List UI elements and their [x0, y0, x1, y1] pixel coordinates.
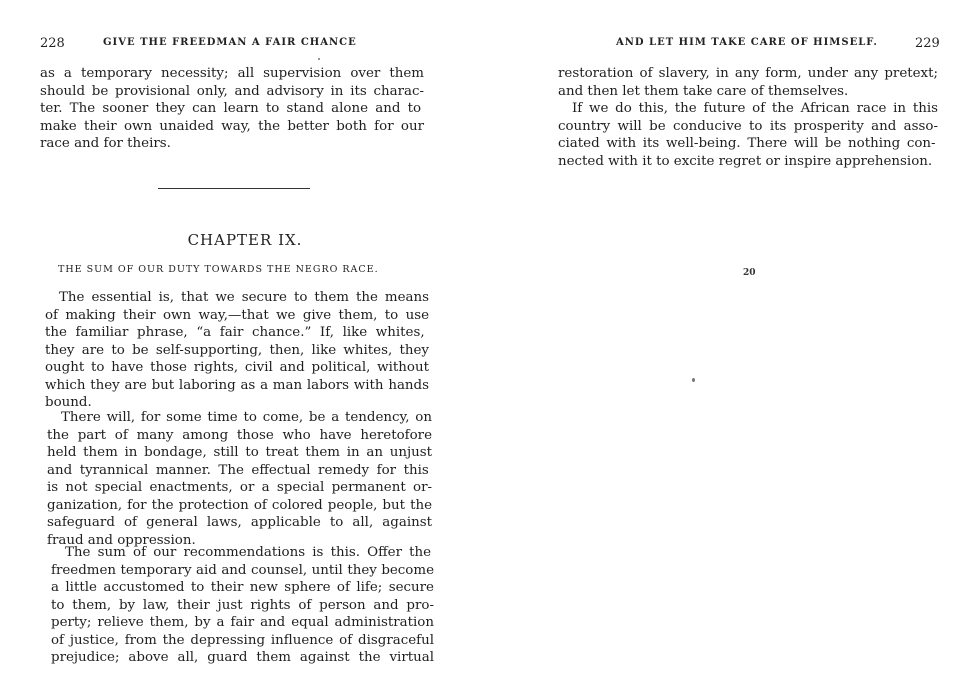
text-line: ought to have those rights, civil and political, without — [45, 360, 429, 375]
text-line: ciated with its well-being. There will be nothing con- — [558, 136, 936, 151]
text-line: held them in bondage, still to treat them in an unjust — [47, 445, 432, 460]
continued-paragraph — [40, 65, 424, 153]
text-line: a little accustomed to their new sphere of life; secure — [51, 580, 434, 595]
text-line: There will, for some time to come, be a tendency, on — [61, 410, 432, 425]
text-line: If we do this, the future of the African race in this — [572, 101, 938, 116]
text-line: the part of many among those who have heretofore — [47, 427, 432, 443]
page-number: 229 — [915, 36, 940, 51]
text-line: race and for theirs. — [40, 136, 171, 151]
text-line: should be provisional only, and advisory in its charac- — [40, 83, 424, 99]
page-number: 228 — [40, 36, 65, 51]
text-line: the familiar phrase, “a fair chance.” If, like whites, — [45, 325, 425, 340]
paragraph — [51, 544, 434, 667]
text-line: is not special enactments, or a special permanent or- — [47, 480, 432, 495]
text-line: they are to be self-supporting, then, like whites, they — [45, 342, 429, 358]
ink-speck — [692, 378, 695, 382]
text-line: The essential is, that we secure to them the means — [59, 290, 429, 305]
text-line: to them, by law, their just rights of person and pro- — [51, 597, 434, 613]
paragraph — [45, 289, 429, 412]
text-line: country will be conducive to its prosperity and asso- — [558, 118, 938, 134]
text-line: bound. — [45, 395, 92, 410]
paragraph — [47, 409, 432, 549]
paragraph — [558, 65, 938, 100]
ink-speck — [318, 58, 320, 60]
text-line: perty; relieve them, by a fair and equal administration — [51, 615, 434, 630]
running-head: AND LET HIM TAKE CARE OF HIMSELF. — [616, 37, 878, 48]
section-divider — [158, 188, 310, 189]
text-line: ganization, for the protection of colored people, but the — [47, 497, 432, 513]
signature-mark: 20 — [743, 268, 756, 278]
text-line: and tyrannical manner. The effectual remedy for this — [47, 462, 429, 478]
text-line: restoration of slavery, in any form, under any pretext; — [558, 66, 938, 81]
text-line: of justice, from the depressing influence of disgraceful — [51, 632, 434, 648]
chapter-subtitle: THE SUM OF OUR DUTY TOWARDS THE NEGRO RACE. — [58, 264, 379, 275]
text-line: The sum of our recommendations is this. Offer the — [65, 545, 432, 560]
text-line: and then let them take care of themselves. — [558, 83, 849, 99]
chapter-title: CHAPTER IX. — [187, 231, 303, 249]
text-line: as a temporary necessity; all supervision over them — [40, 66, 424, 81]
text-line: prejudice; above all, guard them against the virtual — [51, 650, 434, 665]
text-line: freedmen temporary aid and counsel, until they become — [51, 562, 434, 578]
text-line: make their own unaided way, the better both for our — [40, 118, 424, 134]
text-line: of making their own way,—that we give them, to use — [45, 307, 429, 323]
paragraph — [558, 100, 938, 170]
text-line: ter. The sooner they can learn to stand alone and to — [40, 101, 422, 116]
running-head: GIVE THE FREEDMAN A FAIR CHANCE — [103, 37, 357, 48]
text-line: which they are but laboring as a man labors with hands — [45, 377, 429, 393]
text-line: fraud and oppression. — [47, 532, 196, 548]
text-line: nected with it to excite regret or inspire apprehension. — [558, 153, 933, 169]
text-line: safeguard of general laws, applicable to all, against — [47, 515, 432, 530]
right-page — [490, 0, 980, 698]
